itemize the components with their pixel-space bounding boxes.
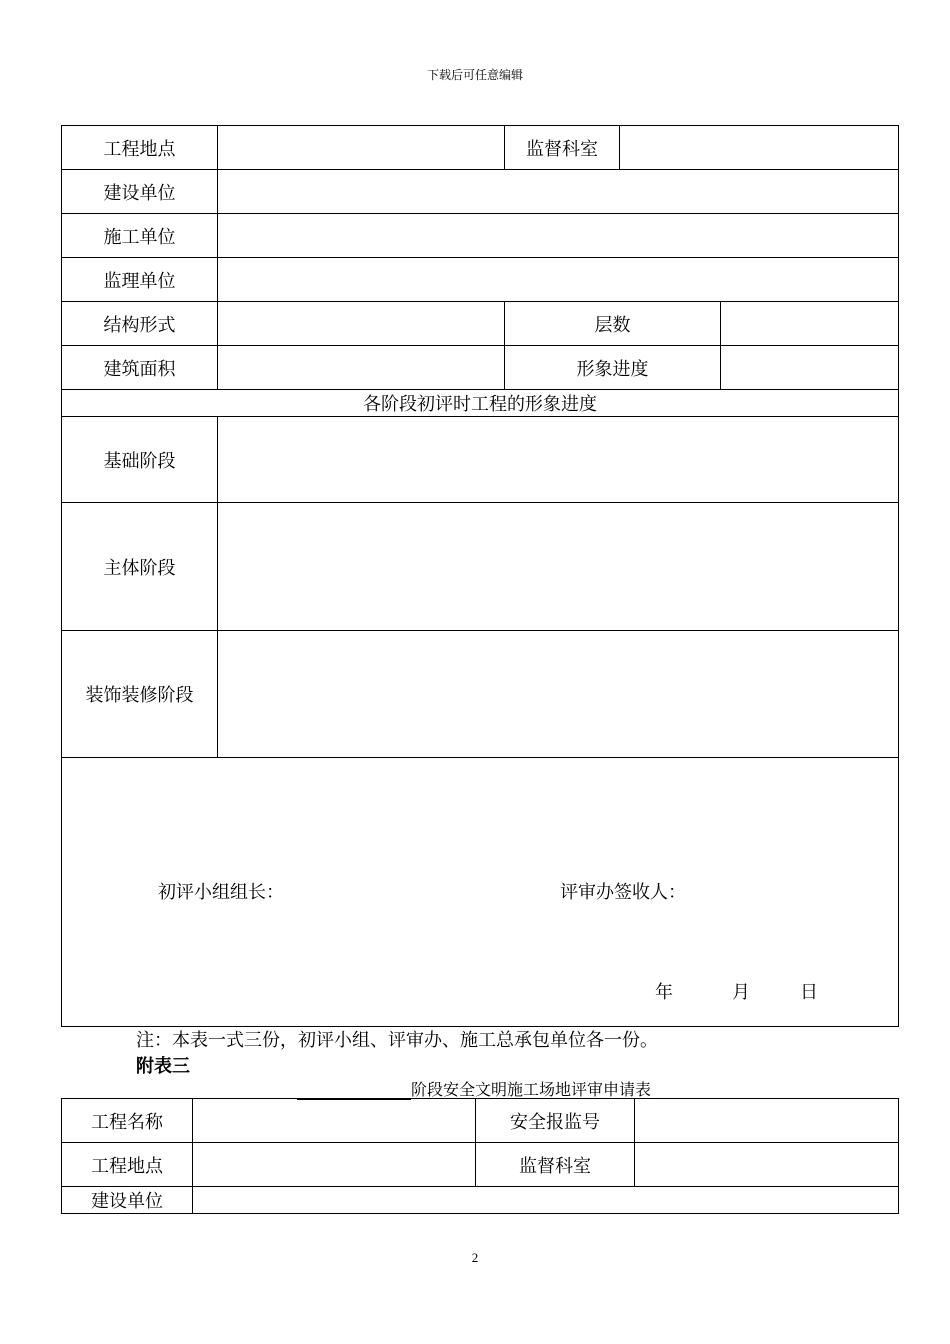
month-label: 月 bbox=[732, 982, 750, 1002]
project-name-field[interactable] bbox=[193, 1099, 476, 1143]
progress-label: 形象进度 bbox=[505, 346, 721, 390]
main-structure-label: 主体阶段 bbox=[62, 503, 218, 631]
builder-field[interactable] bbox=[218, 170, 899, 214]
decoration-field[interactable] bbox=[218, 631, 899, 758]
main-structure-field[interactable] bbox=[218, 503, 899, 631]
form2-title-text: 阶段安全文明施工场地评审申请表 bbox=[411, 1082, 652, 1099]
supervisor-label: 监理单位 bbox=[62, 258, 218, 302]
form2-builder-label: 建设单位 bbox=[62, 1187, 193, 1214]
builder-label: 建设单位 bbox=[62, 170, 218, 214]
decoration-label: 装饰装修阶段 bbox=[62, 631, 218, 758]
form2-location-label: 工程地点 bbox=[62, 1143, 193, 1187]
supervisor-field[interactable] bbox=[218, 258, 899, 302]
page-header: 下载后可任意编辑 bbox=[426, 68, 523, 82]
floors-label: 层数 bbox=[505, 302, 721, 346]
contractor-label: 施工单位 bbox=[62, 214, 218, 258]
progress-field[interactable] bbox=[721, 346, 899, 390]
project-progress-form bbox=[61, 125, 899, 1027]
page-number: 2 bbox=[471, 1250, 479, 1265]
safety-no-label: 安全报监号 bbox=[476, 1099, 635, 1143]
year-label: 年 bbox=[655, 982, 673, 1002]
appendix-title: 附表三 bbox=[136, 1056, 190, 1076]
location-field[interactable] bbox=[218, 126, 505, 170]
area-field[interactable] bbox=[218, 346, 505, 390]
location-label: 工程地点 bbox=[62, 126, 218, 170]
project-name-label: 工程名称 bbox=[62, 1099, 193, 1143]
leader-signature-label: 初评小组组长： bbox=[158, 882, 284, 902]
structure-field[interactable] bbox=[218, 302, 505, 346]
signature-area bbox=[62, 758, 899, 1027]
form2-title bbox=[297, 1077, 651, 1100]
contractor-field[interactable] bbox=[218, 214, 899, 258]
area-label: 建筑面积 bbox=[62, 346, 218, 390]
receiver-signature-label: 评审办签收人： bbox=[560, 882, 686, 902]
form2-supervision-room-field[interactable] bbox=[635, 1143, 899, 1187]
supervision-room-label: 监督科室 bbox=[505, 126, 620, 170]
safety-no-field[interactable] bbox=[635, 1099, 899, 1143]
form2-location-field[interactable] bbox=[193, 1143, 476, 1187]
form-note: 注：本表一式三份，初评小组、评审办、施工总承包单位各一份。 bbox=[136, 1030, 658, 1050]
foundation-field[interactable] bbox=[218, 417, 899, 503]
day-label: 日 bbox=[800, 982, 818, 1002]
supervision-room-field[interactable] bbox=[620, 126, 899, 170]
structure-label: 结构形式 bbox=[62, 302, 218, 346]
section-title: 各阶段初评时工程的形象进度 bbox=[62, 390, 899, 417]
foundation-label: 基础阶段 bbox=[62, 417, 218, 503]
form2-supervision-room-label: 监督科室 bbox=[476, 1143, 635, 1187]
floors-field[interactable] bbox=[721, 302, 899, 346]
form2-builder-field[interactable] bbox=[193, 1187, 899, 1214]
site-review-application-form bbox=[61, 1098, 899, 1214]
